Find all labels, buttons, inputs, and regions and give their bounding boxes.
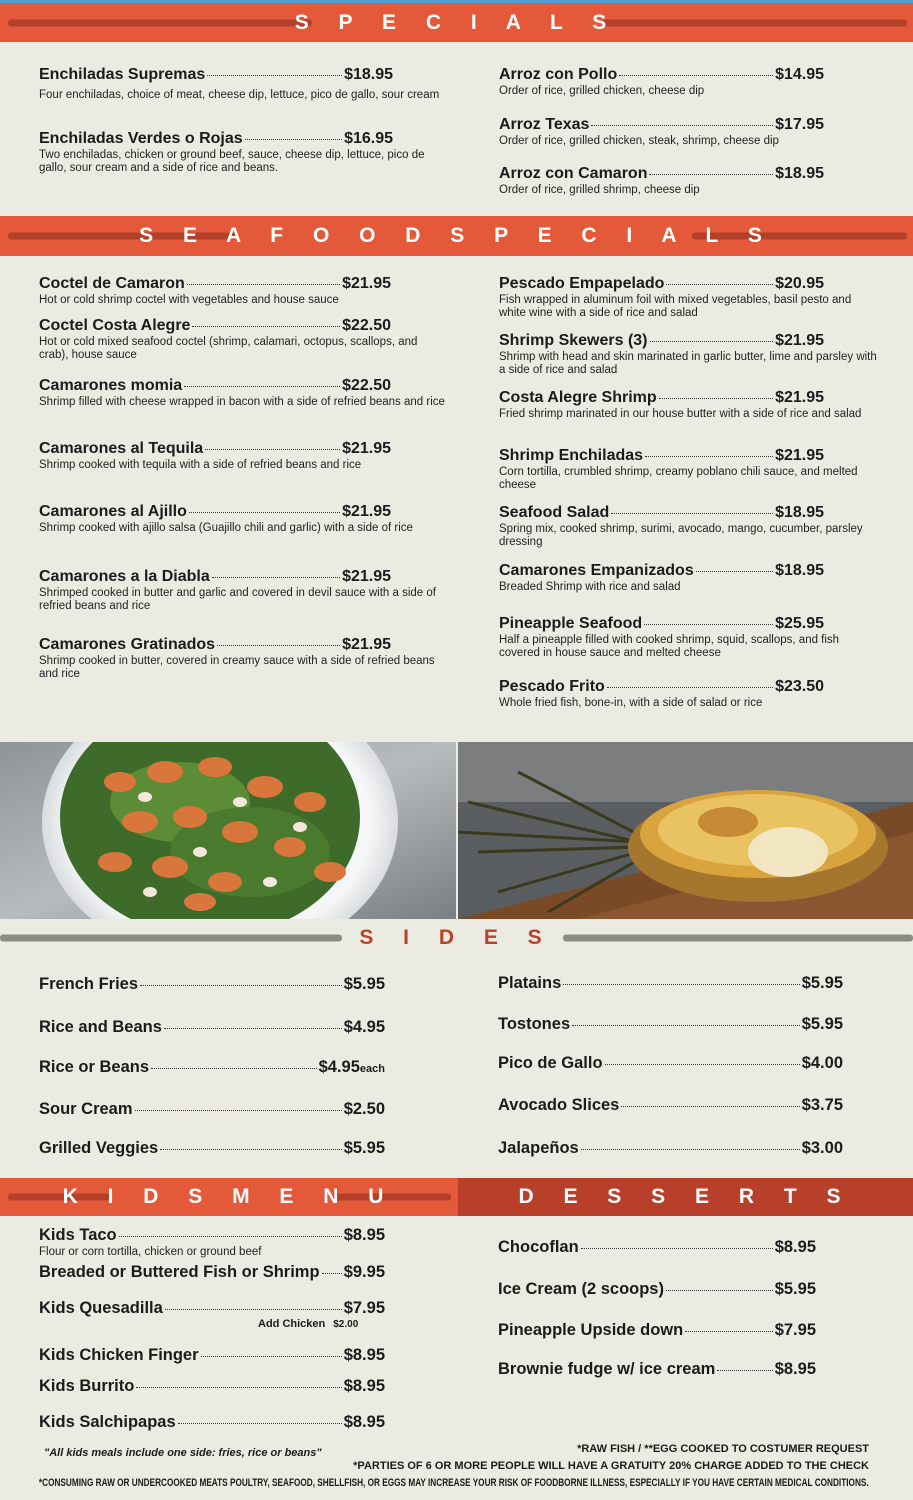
- dot-leader: [207, 75, 342, 76]
- item-name: Coctel Costa Alegre: [39, 317, 191, 334]
- item-description: Four enchiladas, choice of meat, cheese dip, lettuce, pico de gallo, sour cream: [39, 89, 440, 101]
- dot-leader: [621, 1106, 799, 1107]
- item-description: Shrimp filled with cheese wrapped in bacon with a side of refried beans and rice: [39, 396, 445, 408]
- item-name: Coctel de Camaron: [39, 275, 185, 292]
- item-name: Tostones: [498, 1015, 571, 1033]
- menu-item: [499, 678, 824, 710]
- menu-item: [39, 440, 391, 472]
- dot-leader: [212, 577, 340, 578]
- menu-item: [498, 1015, 843, 1034]
- section-title: S P E C I A L S: [294, 10, 619, 34]
- menu-item: [499, 389, 862, 421]
- dot-leader: [201, 1356, 342, 1357]
- dot-leader: [563, 984, 799, 985]
- dot-leader: [136, 1387, 341, 1388]
- item-name: Kids Chicken Finger: [39, 1346, 199, 1364]
- dot-leader: [140, 985, 342, 986]
- item-price: $21.95: [342, 275, 391, 292]
- item-price: $5.95: [774, 1280, 816, 1298]
- dot-leader: [151, 1068, 317, 1069]
- menu-item: [39, 377, 445, 409]
- dot-leader: [119, 1236, 342, 1237]
- item-name: Kids Salchipapas: [39, 1413, 176, 1431]
- dot-leader: [322, 1273, 342, 1274]
- menu-item: [499, 165, 824, 197]
- item-price: $8.95: [774, 1360, 816, 1378]
- menu-item: [39, 1413, 385, 1432]
- dot-leader: [178, 1423, 342, 1424]
- item-description: Order of rice, grilled chicken, steak, shrimp, cheese dip: [499, 135, 779, 147]
- item-name: Pico de Gallo: [498, 1054, 603, 1072]
- dot-leader: [245, 139, 342, 140]
- menu-item: [499, 447, 858, 491]
- menu-item: [39, 317, 418, 361]
- item-price: $23.50: [775, 678, 824, 695]
- item-name: Arroz con Camaron: [499, 165, 648, 182]
- item-name: Pescado Frito: [499, 678, 605, 695]
- menu-item: [39, 1018, 385, 1037]
- item-description: Shrimp with head and skin marinated in garlic butter, lime and parsley with a side of rice and salad: [499, 351, 877, 376]
- dot-leader: [591, 125, 773, 126]
- sides-header: [0, 922, 913, 954]
- item-price: $8.95: [343, 1346, 385, 1364]
- menu-item: [498, 974, 843, 993]
- item-description: Fried shrimp marinated in our house butter with a side of rice and salad: [499, 408, 862, 420]
- item-price: $4.95: [318, 1058, 360, 1076]
- menu-item: [499, 275, 852, 319]
- item-price: $7.95: [774, 1321, 816, 1339]
- item-name: Arroz con Pollo: [499, 66, 618, 83]
- section-title: K I D S M E N U: [62, 1185, 396, 1208]
- item-name: Avocado Slices: [498, 1096, 620, 1114]
- dot-leader: [192, 326, 340, 327]
- item-description: Breaded Shrimp with rice and salad: [499, 581, 681, 593]
- item-description: Flour or corn tortilla, chicken or ground beef: [39, 1246, 262, 1258]
- item-price: $3.00: [801, 1139, 843, 1157]
- item-price: $8.95: [343, 1226, 385, 1244]
- dot-leader: [184, 386, 340, 387]
- item-description: Whole fried fish, bone-in, with a side of salad or rice: [499, 697, 763, 709]
- item-name: Breaded or Buttered Fish or Shrimp: [39, 1263, 320, 1281]
- item-price: $18.95: [344, 66, 393, 83]
- item-name: Brownie fudge w/ ice cream: [498, 1360, 716, 1378]
- item-description: Corn tortilla, crumbled shrimp, creamy poblano chili sauce, and melted cheese: [499, 466, 858, 491]
- dot-leader: [649, 174, 773, 175]
- item-name: French Fries: [39, 975, 139, 993]
- menu-item: [499, 116, 824, 148]
- dot-leader: [696, 571, 773, 572]
- kids-note: "All kids meals include one side: fries, rice or beans": [44, 1447, 322, 1459]
- item-price: $21.95: [775, 389, 824, 406]
- item-price: $4.95: [343, 1018, 385, 1036]
- item-price: $22.50: [342, 377, 391, 394]
- menu-item: [498, 1321, 816, 1340]
- item-name: Pineapple Seafood: [499, 615, 643, 632]
- item-name: Chocoflan: [498, 1238, 579, 1256]
- item-description: Order of rice, grilled shrimp, cheese dip: [499, 184, 700, 196]
- item-price: $21.95: [342, 440, 391, 457]
- item-price: $5.95: [801, 974, 843, 992]
- item-price: $17.95: [775, 116, 824, 133]
- menu-item: [499, 332, 877, 376]
- dot-leader: [611, 513, 773, 514]
- dot-leader: [717, 1370, 772, 1371]
- item-price: $16.95: [344, 130, 393, 147]
- item-name: Camarones momia: [39, 377, 183, 394]
- shrimp-salad-photo: [0, 742, 456, 919]
- menu-item: [39, 503, 413, 535]
- item-name: Ice Cream (2 scoops): [498, 1280, 664, 1298]
- item-name: Camarones al Ajillo: [39, 503, 187, 520]
- seafood-specials-header: [0, 216, 913, 256]
- kids-addon: [258, 1318, 358, 1330]
- menu-item: [39, 130, 425, 174]
- menu-item: [39, 275, 391, 307]
- menu-item: [498, 1360, 816, 1379]
- item-name: Shrimp Skewers (3): [499, 332, 648, 349]
- item-price: $8.95: [343, 1413, 385, 1431]
- item-name: Pescado Empapelado: [499, 275, 665, 292]
- menu-item: [499, 562, 824, 594]
- item-name: Platains: [498, 974, 562, 992]
- dot-leader: [581, 1248, 773, 1249]
- item-price: $4.00: [801, 1054, 843, 1072]
- dot-leader: [189, 512, 340, 513]
- section-title: S I D E S: [359, 926, 554, 949]
- item-price: $18.95: [775, 165, 824, 182]
- menu-item: [39, 66, 393, 84]
- menu-item: [39, 1139, 385, 1158]
- item-name: Sour Cream: [39, 1100, 133, 1118]
- dot-leader: [619, 75, 773, 76]
- addon-price: $2.00: [333, 1319, 359, 1330]
- item-price: $21.95: [342, 503, 391, 520]
- menu-item: [39, 1058, 385, 1077]
- footer-consumption-warning: *CONSUMING RAW OR UNDERCOOKED MEATS POULTRY, SEAFOOD, SHELLFISH, OR EGGS MAY INCREASE YOUR RISK OF FOODBORNE ILLNESS, ESPECIALLY IF YOU HAVE CERTAIN MEDICAL CONDITIONS.: [39, 1477, 869, 1489]
- dot-leader: [685, 1331, 773, 1332]
- item-description: Shrimp cooked with tequila with a side of refried beans and rice: [39, 459, 362, 471]
- item-price: $25.95: [775, 615, 824, 632]
- dot-leader: [187, 284, 340, 285]
- item-name: Enchiladas Supremas: [39, 66, 206, 83]
- menu-item: [499, 615, 840, 659]
- item-name: Shrimp Enchiladas: [499, 447, 644, 464]
- dot-leader: [581, 1149, 800, 1150]
- desserts-header: [458, 1178, 913, 1216]
- dot-leader: [164, 1028, 342, 1029]
- item-name: Arroz Texas: [499, 116, 590, 133]
- dot-leader: [165, 1309, 342, 1310]
- menu-item: [498, 1054, 843, 1073]
- item-name: Seafood Salad: [499, 504, 610, 521]
- item-name: Costa Alegre Shrimp: [499, 389, 657, 406]
- item-description: Shrimp cooked in butter, covered in creamy sauce with a side of refried beans and rice: [39, 655, 435, 680]
- menu-item: [498, 1096, 843, 1115]
- kids-menu-header: [0, 1178, 458, 1216]
- section-title: S E A F O O D S P E C I A L S: [139, 224, 774, 247]
- item-price: $21.95: [775, 447, 824, 464]
- menu-item: [39, 1263, 385, 1282]
- item-price: $3.75: [801, 1096, 843, 1114]
- item-name: Camarones a la Diabla: [39, 568, 210, 585]
- item-name: Rice or Beans: [39, 1058, 150, 1076]
- item-name: Jalapeños: [498, 1139, 579, 1157]
- item-description: Shrimp cooked with ajillo salsa (Guajillo chili and garlic) with a side of rice: [39, 522, 413, 534]
- item-description: Order of rice, grilled chicken, cheese dip: [499, 85, 705, 97]
- price-suffix: each: [359, 1063, 385, 1075]
- item-description: Two enchiladas, chicken or ground beef, sauce, cheese dip, lettuce, pico de gallo, sour cream and a side of rice and beans.: [39, 149, 425, 174]
- item-description: Hot or cold shrimp coctel with vegetables and house sauce: [39, 294, 339, 306]
- dot-leader: [666, 1290, 773, 1291]
- menu-item: [39, 975, 385, 994]
- item-description: Hot or cold mixed seafood coctel (shrimp, calamari, octopus, scallops, and crab), house sauce: [39, 336, 418, 361]
- item-price: $22.50: [342, 317, 391, 334]
- menu-item: [39, 1299, 385, 1318]
- menu-item: [498, 1238, 816, 1257]
- pineapple-seafood-photo: [458, 742, 913, 919]
- item-description: Shrimped cooked in butter and garlic and covered in devil sauce with a side of refried beans and rice: [39, 587, 436, 612]
- dot-leader: [645, 456, 773, 457]
- menu-item: [39, 1377, 385, 1396]
- footer-raw-fish-note: *RAW FISH / **EGG COOKED TO COSTUMER REQUEST: [577, 1443, 869, 1455]
- item-price: $9.95: [343, 1263, 385, 1281]
- item-price: $14.95: [775, 66, 824, 83]
- footer-gratuity-note: *PARTIES OF 6 OR MORE PEOPLE WILL HAVE A GRATUITY 20% CHARGE ADDED TO THE CHECK: [353, 1460, 869, 1472]
- item-price: $7.95: [343, 1299, 385, 1317]
- item-name: Kids Quesadilla: [39, 1299, 163, 1317]
- item-name: Pineapple Upside down: [498, 1321, 684, 1339]
- item-description: Fish wrapped in aluminum foil with mixed vegetables, basil pesto and white wine with a side of rice and salad: [499, 294, 852, 319]
- dot-leader: [666, 284, 773, 285]
- menu-item: [39, 1346, 385, 1365]
- item-price: $8.95: [343, 1377, 385, 1395]
- dot-leader: [160, 1149, 341, 1150]
- dot-leader: [205, 449, 340, 450]
- item-price: $21.95: [342, 636, 391, 653]
- item-name: Camarones al Tequila: [39, 440, 204, 457]
- item-name: Rice and Beans: [39, 1018, 162, 1036]
- item-price: $20.95: [775, 275, 824, 292]
- dot-leader: [135, 1110, 342, 1111]
- menu-item: [498, 1139, 843, 1158]
- item-price: $21.95: [342, 568, 391, 585]
- item-price: $2.50: [343, 1100, 385, 1118]
- section-title: D E S S E R T S: [518, 1185, 853, 1208]
- menu-item: [39, 1226, 385, 1259]
- addon-label: Add Chicken: [258, 1318, 326, 1330]
- item-price: $5.95: [801, 1015, 843, 1033]
- menu-item: [499, 504, 863, 548]
- item-price: $5.95: [343, 1139, 385, 1157]
- item-name: Enchiladas Verdes o Rojas: [39, 130, 243, 147]
- specials-header: [0, 3, 913, 42]
- menu-item: [499, 66, 824, 98]
- item-name: Kids Taco: [39, 1226, 117, 1244]
- dot-leader: [607, 687, 773, 688]
- menu-item: [498, 1280, 816, 1299]
- dot-leader: [644, 624, 773, 625]
- item-description: Spring mix, cooked shrimp, surimi, avocado, mango, cucumber, parsley dressing: [499, 523, 863, 548]
- item-price: $5.95: [343, 975, 385, 993]
- item-price: $18.95: [775, 562, 824, 579]
- item-description: Half a pineapple filled with cooked shrimp, squid, scallops, and fish covered in house sauce and melted cheese: [499, 634, 840, 659]
- item-price: $18.95: [775, 504, 824, 521]
- dot-leader: [605, 1064, 800, 1065]
- menu-item: [39, 1100, 385, 1119]
- dot-leader: [572, 1025, 800, 1026]
- item-price: $8.95: [774, 1238, 816, 1256]
- menu-item: [39, 568, 436, 612]
- item-price: $21.95: [775, 332, 824, 349]
- item-name: Kids Burrito: [39, 1377, 135, 1395]
- menu-item: [39, 636, 435, 680]
- item-name: Camarones Gratinados: [39, 636, 216, 653]
- item-name: Grilled Veggies: [39, 1139, 159, 1157]
- dot-leader: [217, 645, 340, 646]
- item-name: Camarones Empanizados: [499, 562, 694, 579]
- dot-leader: [650, 341, 774, 342]
- dot-leader: [659, 398, 773, 399]
